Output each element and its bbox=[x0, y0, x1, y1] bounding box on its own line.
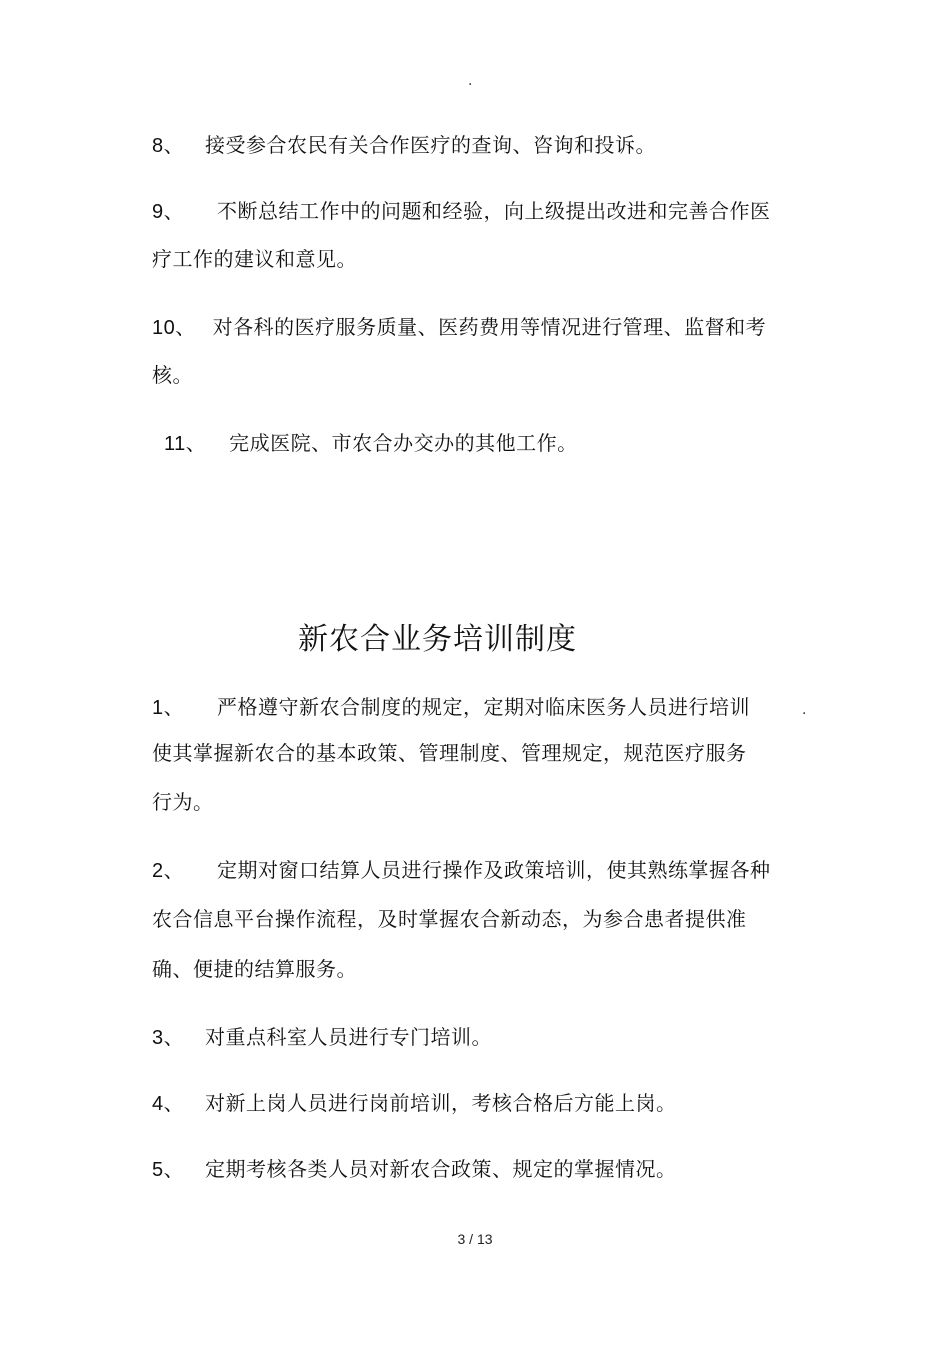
section-item-1-continued bbox=[152, 790, 214, 814]
item-text: 对各科的医疗服务质量、医药费用等情况进行管理、监督和考 bbox=[212, 315, 767, 339]
section-item-3 bbox=[152, 1025, 492, 1050]
section-item-1-continued bbox=[152, 741, 747, 765]
top-mark: . bbox=[468, 73, 473, 89]
item-number: 10、 bbox=[152, 317, 196, 339]
item-text: 接受参合农民有关合作医疗的查询、咨询和投诉。 bbox=[204, 133, 656, 157]
section-title: 新农合业务培训制度 bbox=[298, 622, 577, 657]
section-item-2 bbox=[152, 858, 770, 883]
item-text: 农合信息平台操作流程，及时掌握农合新动态，为参合患者提供准 bbox=[152, 907, 747, 931]
list-item-11 bbox=[164, 431, 578, 456]
section-item-1 bbox=[152, 695, 750, 720]
list-item-10 bbox=[152, 315, 766, 340]
list-item-8 bbox=[152, 133, 656, 158]
item-text: 核。 bbox=[152, 363, 193, 387]
item-number: 8、 bbox=[152, 135, 185, 157]
item-text: 定期对窗口结算人员进行操作及政策培训，使其熟练掌握各种 bbox=[216, 858, 771, 882]
item-number: 4、 bbox=[152, 1093, 185, 1115]
list-item-10-continued bbox=[152, 363, 193, 387]
item-number: 9、 bbox=[152, 201, 185, 223]
list-item-9 bbox=[152, 199, 770, 224]
section-item-5 bbox=[152, 1157, 676, 1182]
item-text: 疗工作的建议和意见。 bbox=[152, 247, 357, 271]
item-text: 确、便捷的结算服务。 bbox=[152, 957, 357, 981]
section-item-2-continued bbox=[152, 957, 357, 981]
item-number: 3、 bbox=[152, 1027, 185, 1049]
item-text: 行为。 bbox=[152, 790, 214, 814]
item-number: 11、 bbox=[164, 433, 207, 455]
item-text: 不断总结工作中的问题和经验，向上级提出改进和完善合作医 bbox=[216, 199, 771, 223]
item-text: 对新上岗人员进行岗前培训，考核合格后方能上岗。 bbox=[204, 1091, 677, 1115]
section-item-2-continued bbox=[152, 907, 747, 931]
item-number: 2、 bbox=[152, 860, 185, 882]
item-text: 对重点科室人员进行专门培训。 bbox=[204, 1025, 492, 1049]
item-text: 使其掌握新农合的基本政策、管理制度、管理规定，规范医疗服务 bbox=[152, 741, 747, 765]
trailing-mark: . bbox=[802, 702, 807, 718]
page-number: 3 / 13 bbox=[457, 1231, 493, 1247]
section-item-4 bbox=[152, 1091, 676, 1116]
list-item-9-continued bbox=[152, 247, 357, 271]
item-text: 定期考核各类人员对新农合政策、规定的掌握情况。 bbox=[204, 1157, 677, 1181]
item-number: 5、 bbox=[152, 1159, 185, 1181]
item-text: 完成医院、市农合办交办的其他工作。 bbox=[229, 431, 578, 455]
item-text: 严格遵守新农合制度的规定，定期对临床医务人员进行培训 bbox=[216, 695, 750, 719]
item-number: 1、 bbox=[152, 697, 185, 719]
